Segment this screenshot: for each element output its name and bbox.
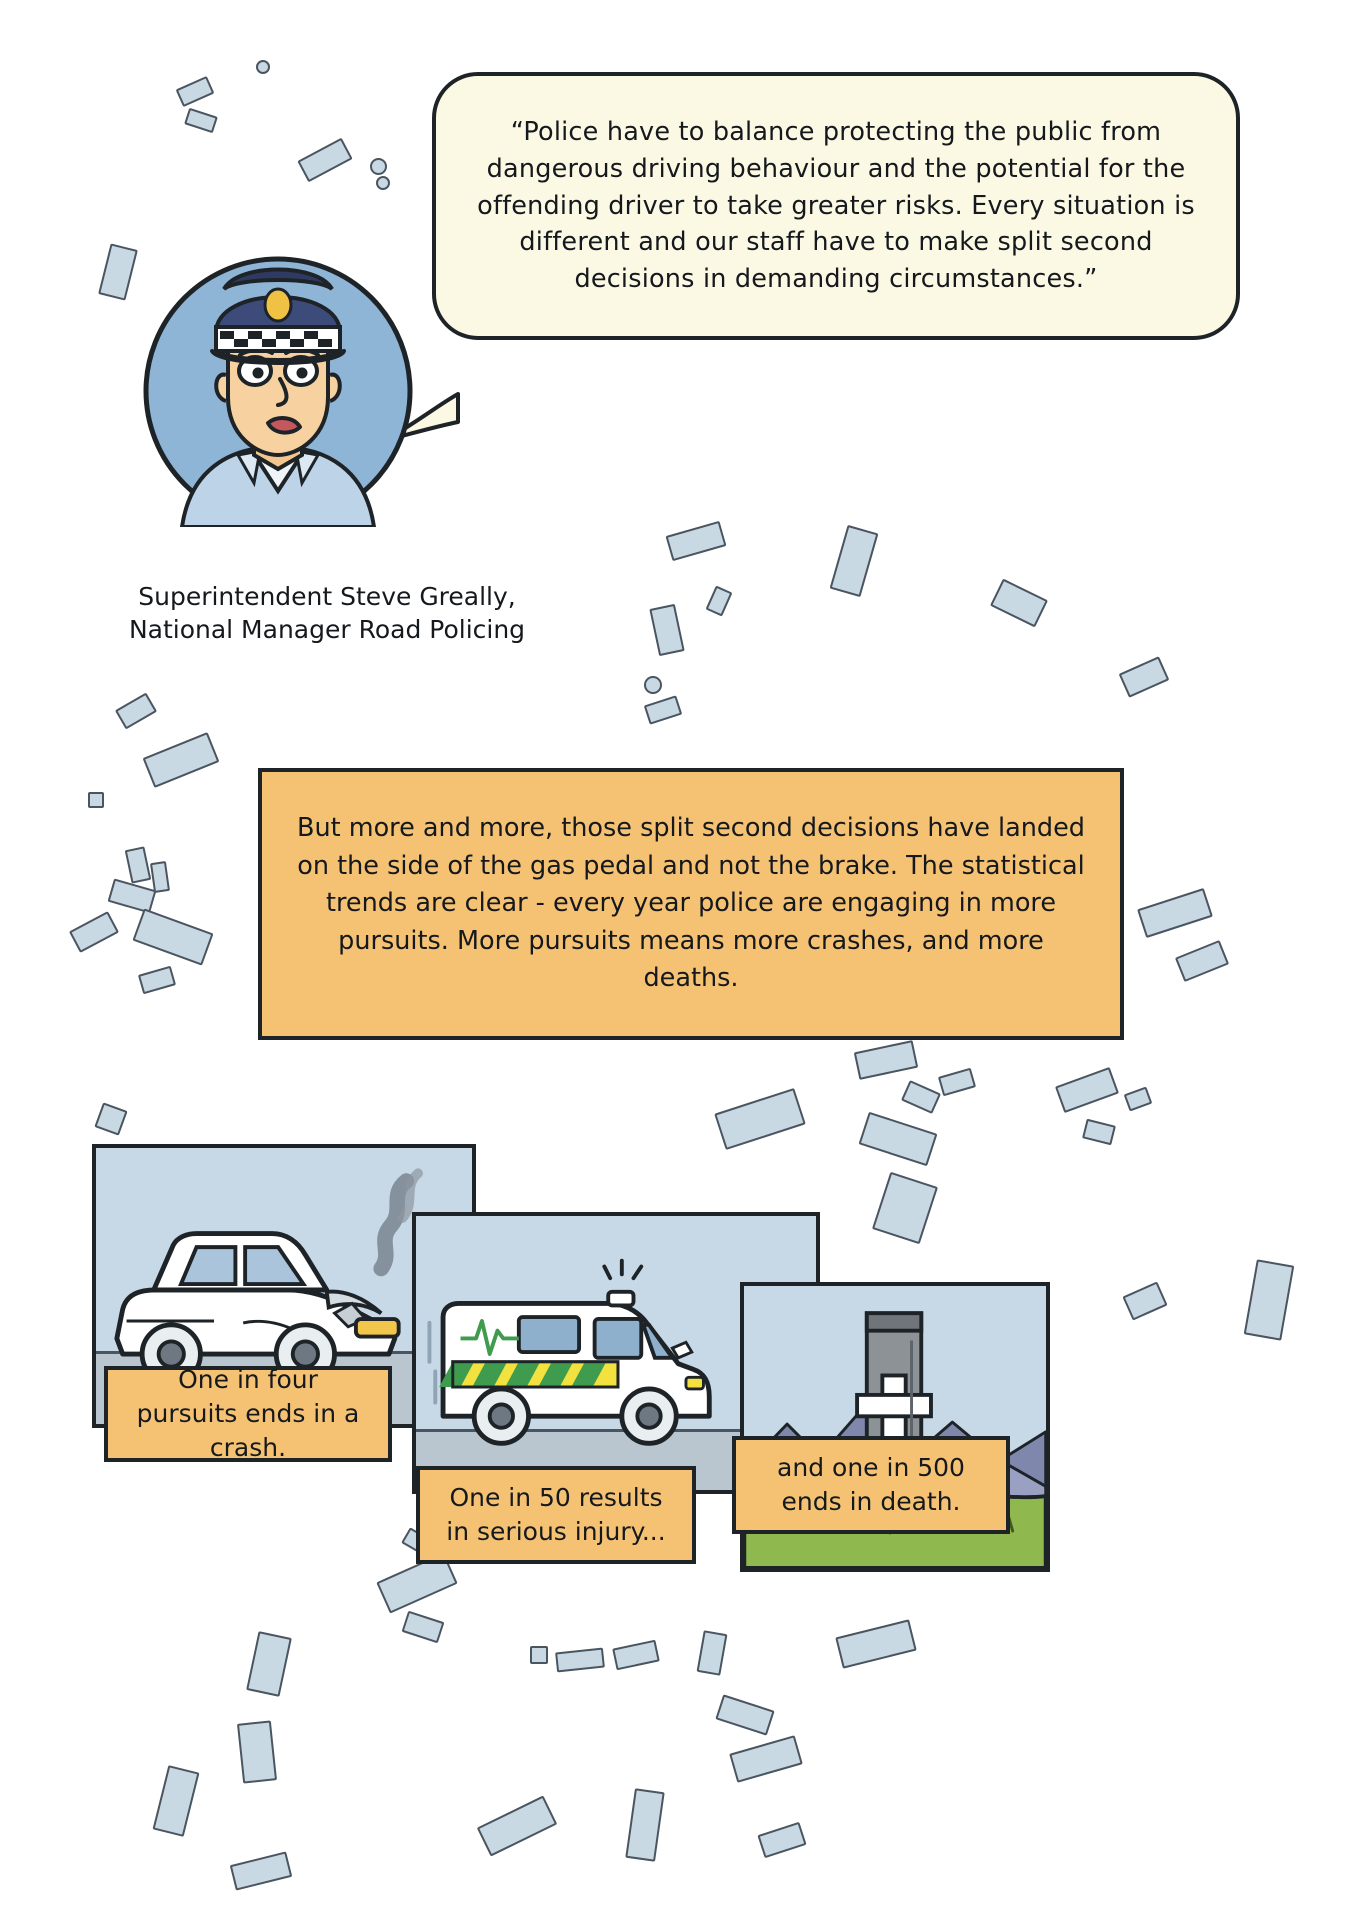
quote-text: “Police have to balance protecting the public from dangerous driving behaviour and the potential for the offending driver to take greater risks. Every situation is different and our staff have to make split second decisions in demanding circumstances.”	[477, 117, 1195, 295]
speech-bubble	[432, 72, 1240, 340]
speaker-role: National Manager Road Policing	[128, 615, 526, 645]
portrait-caption	[92, 580, 562, 647]
narration-text: But more and more, those split second decisions have landed on the side of the gas pedal and not the brake. The statistical trends are clear - every year police are engaging in more pursuits. More pursuits means more crashes, and more deaths.	[296, 813, 1085, 994]
speaker-name: Superintendent Steve Greally,	[138, 582, 516, 611]
portrait-superintendent	[142, 255, 414, 527]
caption-box-death	[732, 1436, 1010, 1534]
narration-box	[258, 768, 1124, 1040]
caption-injury-text: One in 50 results in serious injury...	[446, 1483, 666, 1546]
caption-death-text: and one in 500 ends in death.	[777, 1453, 965, 1516]
caption-crash-text: One in four pursuits ends in a crash.	[136, 1365, 360, 1462]
caption-box-injury	[416, 1466, 696, 1564]
caption-box-crash	[104, 1366, 392, 1462]
